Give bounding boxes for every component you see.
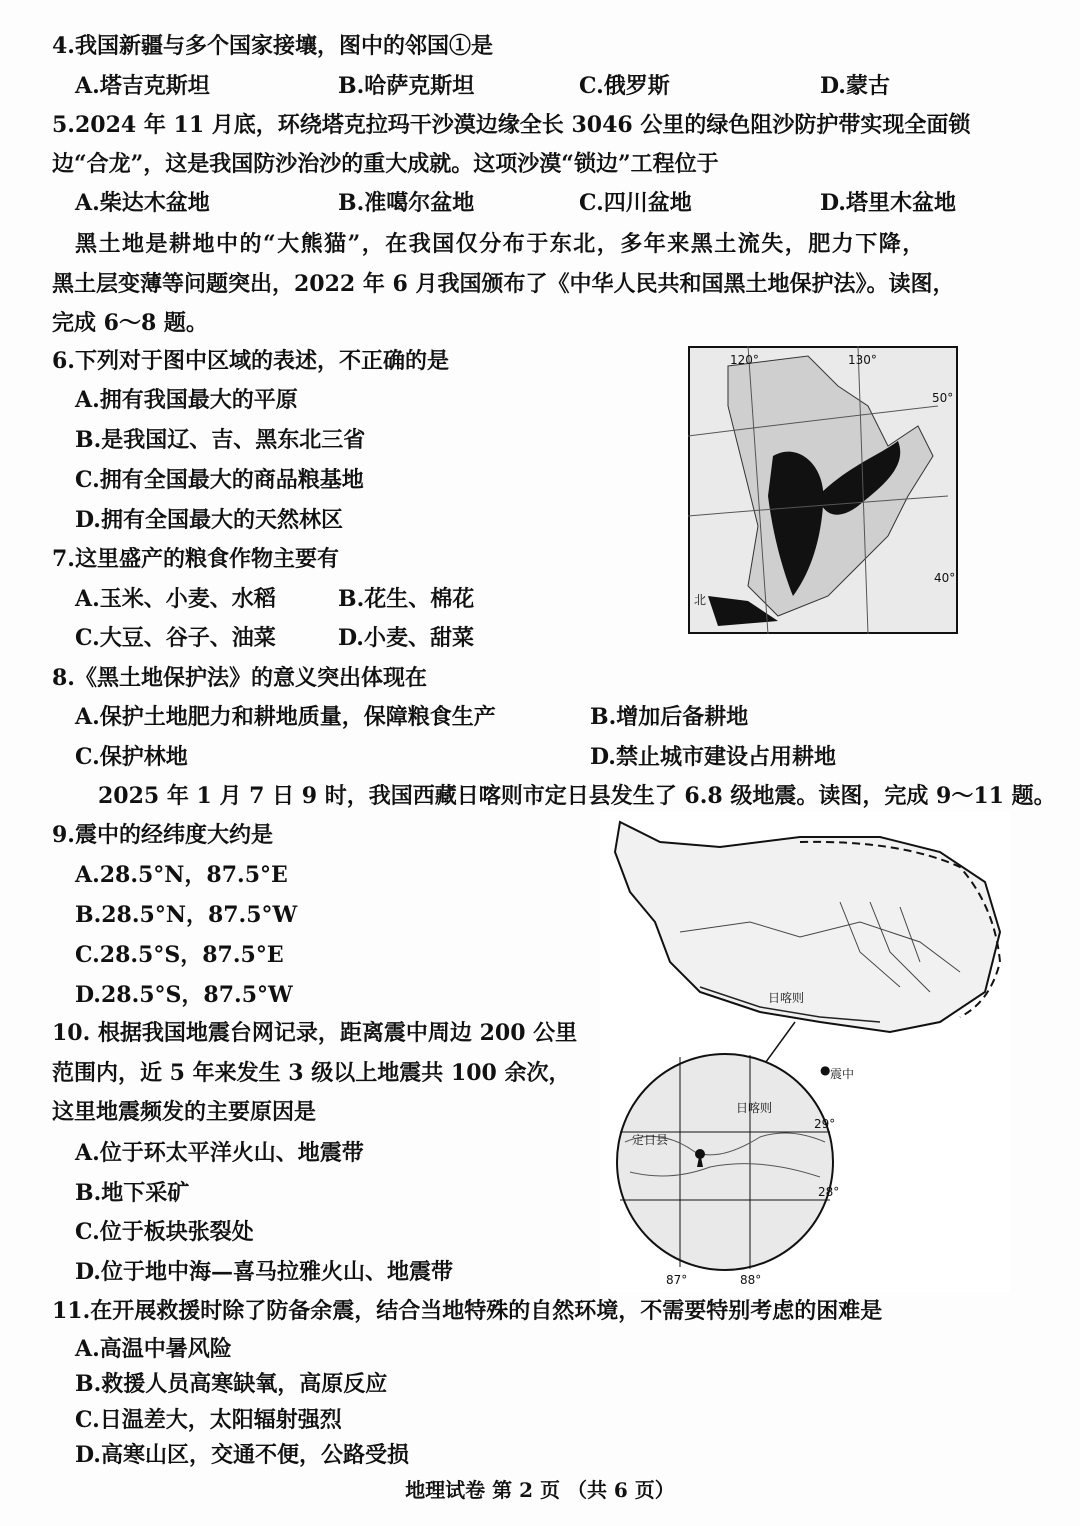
q7-stem: 7.这里盛产的粮食作物主要有 bbox=[52, 546, 339, 572]
q5-option-b[interactable]: B.准噶尔盆地 bbox=[338, 190, 475, 216]
q9-option-a[interactable]: A.28.5°N，87.5°E bbox=[75, 862, 288, 888]
intro-6-8-line3: 完成 6～8 题。 bbox=[52, 310, 208, 336]
q5-stem-line1: 5.2024 年 11 月底，环绕塔克拉玛干沙漠边缘全长 3046 公里的绿色阻沙防护带实现全面锁 bbox=[52, 112, 971, 138]
q8-option-d[interactable]: D.禁止城市建设占用耕地 bbox=[590, 744, 836, 770]
lat-28-label: 28° bbox=[818, 1185, 840, 1199]
intro-6-8-line1: 黑土地是耕地中的“大熊猫”，在我国仅分布于东北，多年来黑土流失，肥力下降， bbox=[75, 231, 926, 257]
q7-option-a[interactable]: A.玉米、小麦、水稻 bbox=[75, 586, 276, 612]
lon-87-label: 87° bbox=[666, 1273, 688, 1287]
q8-stem: 8.《黑土地保护法》的意义突出体现在 bbox=[52, 665, 427, 691]
q10-option-c[interactable]: C.位于板块张裂处 bbox=[75, 1219, 254, 1245]
q10-stem-line2: 范围内，近 5 年来发生 3 级以上地震共 100 余次， bbox=[52, 1060, 571, 1086]
q9-option-d[interactable]: D.28.5°S，87.5°W bbox=[75, 982, 293, 1008]
q10-stem-line1: 10. 根据我国地震台网记录，距离震中周边 200 公里 bbox=[52, 1020, 578, 1046]
q9-option-b[interactable]: B.28.5°N，87.5°W bbox=[75, 902, 298, 928]
q9-option-c[interactable]: C.28.5°S，87.5°E bbox=[75, 942, 284, 968]
inset-rikaze-label: 日喀则 bbox=[736, 1101, 773, 1115]
q6-option-b[interactable]: B.是我国辽、吉、黑东北三省 bbox=[75, 427, 366, 453]
q10-option-a[interactable]: A.位于环太平洋火山、地震带 bbox=[75, 1140, 364, 1166]
tibet-earthquake-map bbox=[600, 812, 1010, 1292]
q4-option-a[interactable]: A.塔吉克斯坦 bbox=[75, 73, 210, 99]
intro-6-8-line2: 黑土层变薄等问题突出，2022 年 6 月我国颁布了《中华人民共和国黑土地保护法》。读图， bbox=[52, 271, 955, 297]
q5-stem-line2: 边“合龙”，这是我国防沙治沙的重大成就。这项沙漠“锁边”工程位于 bbox=[52, 151, 719, 177]
q11-stem: 11.在开展救援时除了防备余震，结合当地特殊的自然环境，不需要特别考虑的困难是 bbox=[52, 1298, 883, 1324]
intro-9-11: 2025 年 1 月 7 日 9 时，我国西藏日喀则市定日县发生了 6.8 级地震。读图，完成 9～11 题。 bbox=[98, 783, 1056, 809]
lat-50-label: 50° bbox=[932, 391, 954, 405]
lon-88-label: 88° bbox=[740, 1273, 762, 1287]
q8-option-c[interactable]: C.保护林地 bbox=[75, 744, 188, 770]
q11-option-a[interactable]: A.高温中暑风险 bbox=[75, 1336, 232, 1362]
q11-option-b[interactable]: B.救援人员高寒缺氧，高原反应 bbox=[75, 1371, 388, 1397]
q6-option-a[interactable]: A.拥有我国最大的平原 bbox=[75, 387, 298, 413]
q5-option-d[interactable]: D.塔里木盆地 bbox=[820, 190, 956, 216]
q4-option-d[interactable]: D.蒙古 bbox=[820, 73, 890, 99]
northeast-china-map bbox=[688, 346, 958, 634]
rikaze-label: 日喀则 bbox=[768, 991, 805, 1005]
q11-option-d[interactable]: D.高寒山区，交通不便，公路受损 bbox=[75, 1442, 409, 1468]
lon-120-label: 120° bbox=[730, 353, 759, 367]
q7-option-d[interactable]: D.小麦、甜菜 bbox=[338, 625, 474, 651]
q6-option-d[interactable]: D.拥有全国最大的天然林区 bbox=[75, 507, 343, 533]
q6-option-c[interactable]: C.拥有全国最大的商品粮基地 bbox=[75, 467, 364, 493]
epicenter-legend-icon: ● bbox=[820, 1063, 831, 1077]
q10-stem-line3: 这里地震频发的主要原因是 bbox=[52, 1099, 317, 1125]
bei-label: 北 bbox=[694, 593, 707, 607]
q4-option-c[interactable]: C.俄罗斯 bbox=[579, 73, 670, 99]
page-footer: 地理试卷 第 2 页 （共 6 页） bbox=[405, 1478, 675, 1502]
q11-option-c[interactable]: C.日温差大，太阳辐射强烈 bbox=[75, 1407, 342, 1433]
q9-stem: 9.震中的经纬度大约是 bbox=[52, 822, 273, 848]
q5-option-a[interactable]: A.柴达木盆地 bbox=[75, 190, 210, 216]
q4-stem: 4.我国新疆与多个国家接壤，图中的邻国①是 bbox=[52, 33, 493, 59]
q10-option-d[interactable]: D.位于地中海—喜马拉雅火山、地震带 bbox=[75, 1259, 453, 1285]
lon-130-label: 130° bbox=[848, 353, 877, 367]
legend-epicenter: 震中 bbox=[830, 1067, 855, 1081]
q8-option-a[interactable]: A.保护土地肥力和耕地质量，保障粮食生产 bbox=[75, 704, 496, 730]
dingri-label: 定日县 bbox=[632, 1133, 669, 1147]
q8-option-b[interactable]: B.增加后备耕地 bbox=[590, 704, 749, 730]
lat-40-label: 40° bbox=[934, 571, 956, 585]
q7-option-c[interactable]: C.大豆、谷子、油菜 bbox=[75, 625, 276, 651]
q5-option-c[interactable]: C.四川盆地 bbox=[579, 190, 692, 216]
q10-option-b[interactable]: B.地下采矿 bbox=[75, 1180, 190, 1206]
lat-29-label: 29° bbox=[814, 1117, 836, 1131]
q7-option-b[interactable]: B.花生、棉花 bbox=[338, 586, 475, 612]
q4-option-b[interactable]: B.哈萨克斯坦 bbox=[338, 73, 475, 99]
q6-stem: 6.下列对于图中区域的表述，不正确的是 bbox=[52, 348, 449, 374]
